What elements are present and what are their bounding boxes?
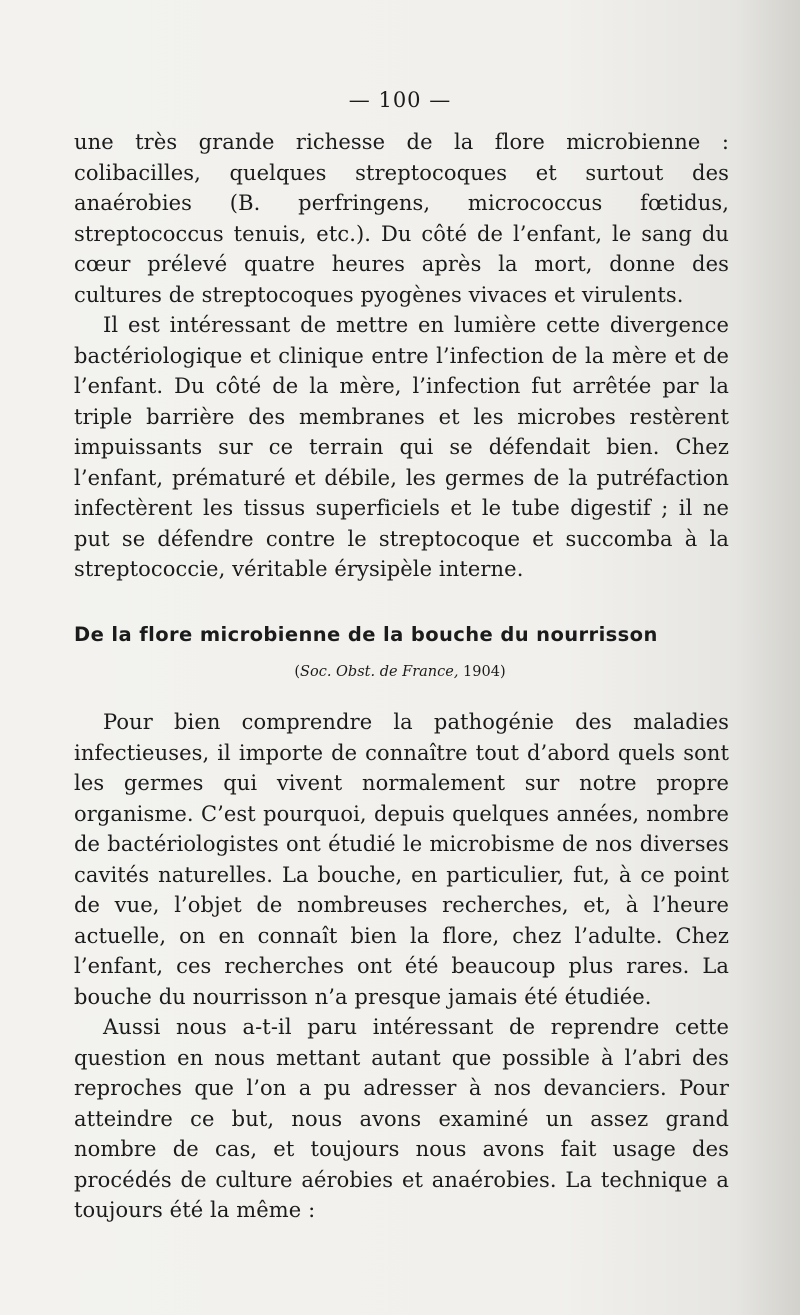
section-2-body <box>74 707 729 1226</box>
paragraph: Pour bien comprendre la pathogénie des maladies infectieuses, il importe de connaître tout d’abord quels sont les germes qui vivent normalement sur notre propre organisme. C’est pourquoi, depuis quelques années, nombre de bactériologistes ont étudié le microbisme de nos diverses cavités naturelles. La bouche, en particulier, fut, à ce point de vue, l’objet de nombreuses recherches, et, à l’heure actuelle, on en connaît bien la flore, chez l’adulte. Chez l’enfant, ces recherches ont été beaucoup plus rares. La bouche du nourrisson n’a presque jamais été étudiée. <box>74 710 729 1009</box>
section-heading: De la flore microbienne de la bouche du nourrisson <box>74 623 658 646</box>
citation-open: ( <box>294 664 301 680</box>
page-number: — 100 — <box>348 88 452 112</box>
paragraph: Aussi nous a-t-il paru intéressant de reprendre cette question en nous mettant autant que possible à l’abri des reproches que l’on a pu adresser à nos devanciers. Pour atteindre ce but, nous avons examiné un assez grand nombre de cas, et toujours nous avons fait usage des procédés de culture aérobies et anaérobies. La technique a toujours été la même : <box>74 1015 729 1222</box>
citation-year: 1904) <box>458 664 506 680</box>
citation-source: Soc. Obst. de France, <box>300 664 459 680</box>
section-1-body <box>74 127 729 585</box>
citation <box>0 664 800 680</box>
paragraph: Il est intéressant de mettre en lumière cette divergence bactériologique et clinique entre l’infection de la mère et de l’enfant. Du côté de la mère, l’infection fut arrêtée par la triple barrière des membranes et les microbes restèrent impuissants sur ce terrain qui se défendait bien. Chez l’enfant, prématuré et débile, les germes de la putréfaction infectèrent les tissus superficiels et le tube digestif ; il ne put se défendre contre le streptocoque et succomba à la streptococcie, véritable érysipèle interne. <box>74 313 729 581</box>
paragraph: une très grande richesse de la flore microbienne : colibacilles, quelques streptocoques et surtout des anaérobies (B. perfringens, micrococcus fœtidus, streptococcus tenuis, etc.). Du côté de l’enfant, le sang du cœur prélevé quatre heures après la mort, donne des cultures de streptocoques pyogènes vivaces et virulents. <box>74 130 729 307</box>
